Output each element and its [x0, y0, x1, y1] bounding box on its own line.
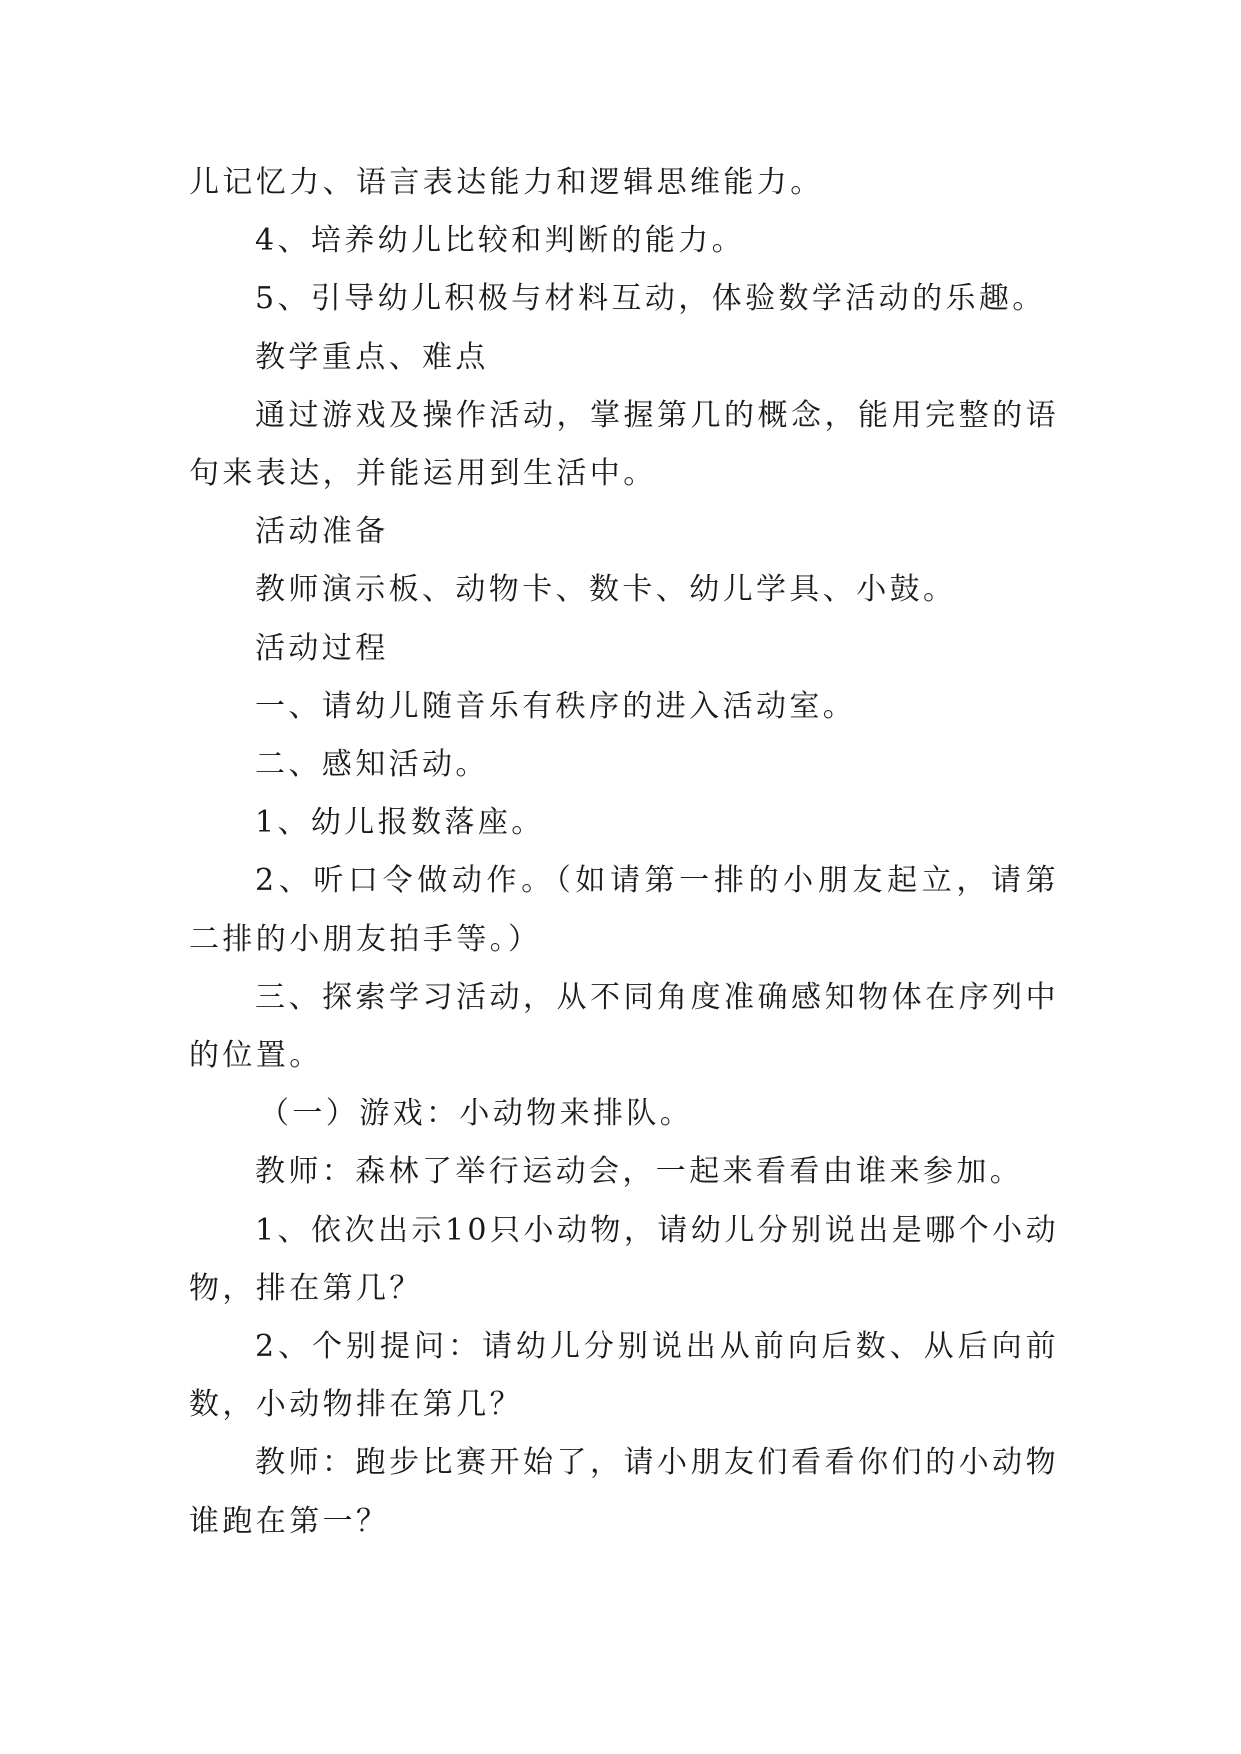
- heading-process: 活动过程: [255, 630, 389, 666]
- game-item-2: 2、个别提问：请幼儿分别说出从前向后数、从后向前数，小动物排在第几？: [189, 1329, 1059, 1423]
- heading-preparation: 活动准备: [255, 514, 389, 550]
- teacher-line-1: 教师：森林了举行运动会，一起来看看由谁来参加。: [255, 1154, 1024, 1190]
- process-step-1: 一、请幼儿随音乐有秩序的进入活动室。: [255, 688, 857, 724]
- process-step-2-item-2: 2、听口令做动作。（如请第一排的小朋友起立，请第二排的小朋友拍手等。）: [189, 863, 1059, 957]
- heading-key-points: 教学重点、难点: [255, 339, 489, 375]
- process-step-3: 三、探索学习活动，从不同角度准确感知物体在序列中的位置。: [189, 979, 1059, 1074]
- key-points-text: 通过游戏及操作活动，掌握第几的概念，能用完整的语句来表达，并能运用到生活中。: [189, 397, 1059, 492]
- process-step-2-item-1: 1、幼儿报数落座。: [255, 805, 545, 841]
- process-step-2: 二、感知活动。: [255, 747, 489, 783]
- objective-4: 4、培养幼儿比较和判断的能力。: [255, 223, 746, 259]
- document-body: [189, 154, 1059, 1551]
- game-heading: （一）游戏：小动物来排队。: [259, 1096, 694, 1132]
- game-item-1: 1、依次出示10只小动物，请幼儿分别说出是哪个小动物，排在第几？: [189, 1212, 1059, 1306]
- teacher-line-2: 教师：跑步比赛开始了，请小朋友们看看你们的小动物谁跑在第一？: [189, 1445, 1059, 1539]
- paragraph-continuation: 儿记忆力、语言表达能力和逻辑思维能力。: [189, 165, 824, 200]
- objective-5: 5、引导幼儿积极与材料互动，体验数学活动的乐趣。: [255, 281, 1046, 317]
- preparation-text: 教师演示板、动物卡、数卡、幼儿学具、小鼓。: [255, 572, 957, 608]
